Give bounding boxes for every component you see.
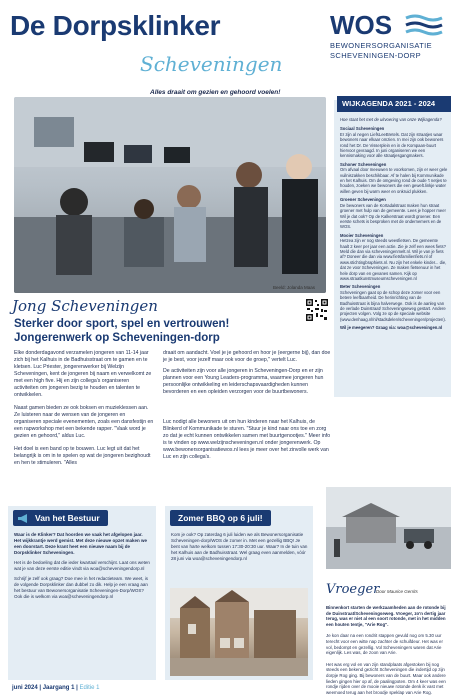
wos-logo-line1: BEWONERSORGANISATIE <box>330 41 433 50</box>
page-footer <box>0 685 451 697</box>
article-paragraph: Naast gamen bieden ze ook boksen en muzieklessen aan. Ze luisteren naar de wensen van de jongeren en organiseren speciale evenementen, zoals een dansfestijn en een rapworkshop met een bekende rapper. "Vaak word je gezien en gehoord," aldus Luc. <box>14 405 154 439</box>
vroeger-lead: Binnenkort starten de werkzaamheden aan de rotonde bij de Duinstraat/Scheveningseweg. Vroeger, zo'n dertig jaar terug, was er niet al een soort rotonde, met in het midden een houten tentje, "Arie Rog". <box>326 605 446 627</box>
agenda-section-heading: Schoner Scheveningen <box>340 161 387 167</box>
bestuur-paragraph: Schrijf je zelf ook graag? Doe mee in het redactieteam. We weet, is de volgende Dorpsklinker dan dubbel zo dik. Help je een vraag aan het bestuur van Bewonersorganisatie Scheveningen-Dorp/WOS? Ook die is welkom via woa@scheveningendorp.nl <box>14 576 148 599</box>
qr-code-icon[interactable] <box>305 298 329 322</box>
footer-separator: | <box>39 685 43 691</box>
article-column-1 <box>14 350 154 473</box>
article-paragraph: Het doel is een band op te bouwen. Luc legt uit dat het belangrijk is om in te spelen op wat de jongeren bezighoudt en hen te stimuleren. "Alles <box>14 446 151 466</box>
bestuur-paragraph: Het is de bedoeling dat die ieder kwartaal verschijnt. Laat ons weten wat je van deze eerste editie vindt via woa@scheveningendorp.nl <box>14 560 150 571</box>
agenda-section-heading: Sociaal Scheveningen <box>340 126 385 132</box>
bbq-body <box>171 532 308 566</box>
bbq-heading-label: Zomer BBQ op 6 juli! <box>178 513 263 523</box>
agenda-section-text: Hetzea zijn er nog steeds weesfietsen. De gemeente haalt 2 keer per jaar een actie. Zie je zelf een wees fiets? Meld die dan via scheveningenmelt.nl. Wil je van je fiets af? Doneer die dan via www.fietsfamilienfiets.nl of www.stichtingbraphiets.nl. Nu zijn het enkele kinder... die, dat ze voor Scheveningen. Ze maken fietsenuur in het hele dorp van en gevanes samen. Kijk op www.straatkunstmuseumscheveningen.nl <box>340 238 447 281</box>
megaphone-icon <box>17 512 29 524</box>
agenda-section-heading: Mooier Scheveningen <box>340 232 384 238</box>
gaming-room-illustration <box>14 97 326 293</box>
agenda-section-text: De bewoners van de Kortadalstraat maken hun straat groener met hulp van de gemeente. Lees je hopper mee! Wil je dat ook? Op de Kalkerstraat wordt groener. Een eerste schets is besproken met de ondernemers en de WOS. <box>340 202 446 230</box>
bbq-paragraph: Kom je ook? Op zaterdag 6 juli luiden we als Bewonersorganisatie Scheveningen-dorp/WOS de zomer in. Met een gezellig BBQ! Je bent van harte welkom tussen 17:30-20:30 uur. Waar? In de tuin van het Kalhuis aan de Badhuisstraat. Wel graag even aanmelden, vóór 28 juni via woa@scheveningendorp.nl <box>171 532 308 561</box>
photo-caption: Alles draait om gezien en gehoord voelen! <box>150 89 281 96</box>
newsletter-title: De Dorpsklinker <box>10 10 221 41</box>
wijkagenda-title: WIJKAGENDA 2021 - 2024 <box>337 96 451 112</box>
agenda-section-heading: Beter Scheveningen <box>340 284 381 290</box>
agenda-section-text: Er zijn al negen LiefsLeeBretels. Dat zijn straatjes waar bewoners naar elkaar omzien. In mei zijn ook bewoners rond het Dr. De Visserplein en in de Kompaan-buurt hiervoor gevraagd. In juni organiseren we een kennismaking voor alle straatjesgangmakers. <box>340 131 444 159</box>
footer-text <box>12 685 99 691</box>
wijkagenda-sidebar <box>334 100 451 397</box>
bbq-heading <box>170 510 271 526</box>
agenda-section-text: Scheveningen gaat op de schop deze zomer voor een betere leefbaarheid. De herinrichting van de Badhuisstraat is bijna halverwege. Ook is de aanleg van de verlade Duinstraat/ Scheveningseweg gestart. Andere projecten volgen. Volg ze op de speciale website (www.denhaag.nl/nl/stadsdelen/scheveningen/projecten). <box>340 289 446 322</box>
wijkagenda-intro: Hoe staat het met de uitvoering van onze Wijkagenda? <box>340 117 442 122</box>
bestuur-heading-label: Van het Bestuur <box>35 513 100 523</box>
masthead <box>0 0 451 88</box>
wave-icon <box>404 14 444 36</box>
article-paragraph: Elke donderdagavond verzamelen jongeren van 11-14 jaar zich bij het Kalhuis in de Badhuisstraat om te gamen en te kletsen. Luc Priester, jongerenwerker bij Welzijn Scheveningen, kent de jongeren bij naam en verwelkomt ze met een high five. Hij en zijn collega's organiseren activiteiten om jongeren bezig te houden en talenten te ontwikkelen. <box>14 350 152 398</box>
vroeger-paragraph: Het was erg vol en van zijn standplaats afgestoken bij nog steeds een bekend gezicht Scheveningen die indertijd op zijn dorpje Rog ging. Bij bewoners van de buurt. Maar ook andere lieden gingen hier op af, de paalingpoten. Om 4 keer was een rondje rijden over de mooie nieuwe rotonde denk ik vast met weemoed terug aan het broodje speklap van Arie Rog. <box>326 661 446 695</box>
vroeger-scene-illustration <box>326 487 451 569</box>
article-column-3: De activiteiten zijn voor alle jongeren in Scheveningen-Dorp en er zijn plannen voor een Young Leaders-programma, waarmee jongeren hun persoonlijke ontwikkeling en leiderschapsvaardigheden kunnen bevorderen en een opleiden verzorgen voor de buurtbewoners. <box>163 368 324 395</box>
vroeger-column <box>326 605 446 697</box>
footer-edition: Editie 1 <box>79 685 100 691</box>
footer-separator: | <box>76 685 80 691</box>
street-scene-illustration <box>170 588 308 676</box>
article-column-2: draait om aandacht. Voel je je gehoord en hoor je (eergerne bij), dan doe je je best, voor jezelf maar ook voor de groep," vertelt Luc. <box>163 350 331 363</box>
wijkagenda-body <box>340 117 448 332</box>
agenda-section-heading: Groener Scheveningen <box>340 197 386 203</box>
main-photo <box>14 97 326 293</box>
newsletter-subtitle: Scheveningen <box>140 52 283 76</box>
bestuur-body <box>14 532 151 604</box>
article-column-4: Luc nodigt alle bewoners uit om hun kinderen naar het Kalhuis, de Blinkerd of Kommunikade te sturen. "Stuur je kind naar ons toe en zorg zo dat je echt kunnen ontwikkelen samen met buurtgenootjes." Meer info is te vinden op www.welzijnscheveningen.nl onder jongerenwerk. Op www.bewonersorganisatiewos.nl lees je meer over het zinvolle werk van Luc en zijn collega's. <box>163 419 331 460</box>
vroeger-paragraph: Je kon daar na een rondrit stappen gevuld nog om 5.30 uur terecht voor een witte nap zachter de schuifdeur. Het was er vol, bedompt en gezellig. Vol Scheveningers waren dat Arie eigenlijk. Les was, de zoon van Arie. <box>326 633 443 656</box>
footer-issue: Jaargang 1 <box>42 685 75 691</box>
bestuur-lead: Waar is de Klinker? Dat hoorden we vaak het afgelopen jaar. Het wijkkrantje werd gemist. Met deze nieuwe opzet maken we een doorstart. Deze krant heet een nieuwe naam bij de Dorpsklinker Scheveningen. <box>14 532 148 555</box>
wos-logo <box>330 10 450 70</box>
wos-logo-line2: SCHEVENINGEN-DORP <box>330 51 421 60</box>
bbq-box <box>165 506 313 680</box>
section-heading-vroeger: Vroeger <box>326 582 380 597</box>
bestuur-box <box>8 506 156 680</box>
wos-logo-word: WOS <box>330 10 393 40</box>
agenda-closing: Wil je meegeren? Graag via: woa@scheveningen.nl <box>340 325 443 331</box>
vroeger-credit: Door Maurice Gerrits <box>376 589 418 594</box>
bbq-photo <box>170 588 308 676</box>
photo-credit: Beeld: Jolanda Maas <box>273 285 316 290</box>
article-title: Sterker door sport, spel en vertrouwen! Jongerenwerk op Scheveningen-dorp <box>14 318 230 344</box>
vroeger-photo <box>326 487 451 569</box>
bestuur-heading <box>13 510 108 526</box>
footer-date: juni 2024 <box>12 685 38 691</box>
agenda-section-text: Om afvaal door meeuwen te voorkomen, zijn er weer gele vuilniszakken beschikbaar. Af te halen bij Kommunikade en het Kalhuis. Om de omgeving rond de oude 't netjes te houden, zoeken we bewoners die een gewelt.linkje water willen geven bij warm weer en onkruid plukken. <box>340 167 448 194</box>
section-heading-jong: Jong Scheveningen <box>12 297 158 315</box>
